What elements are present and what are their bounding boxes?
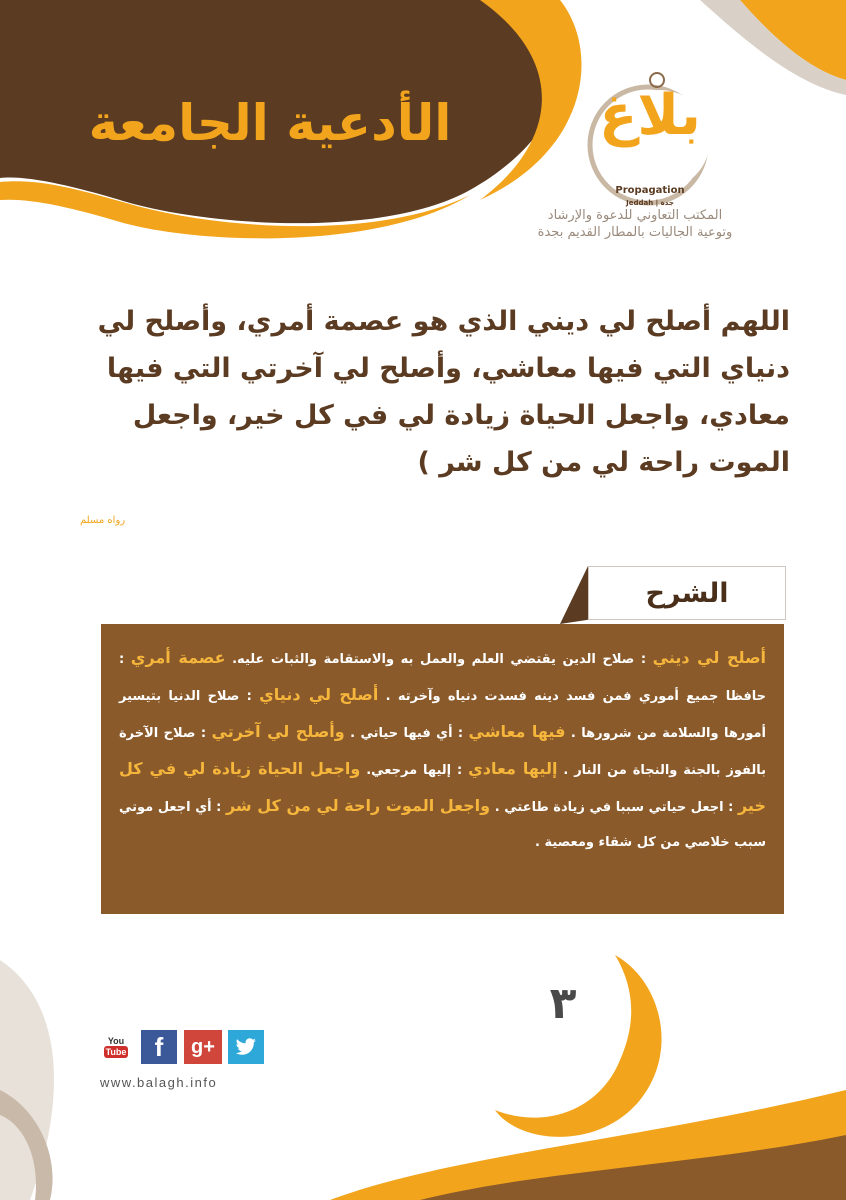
page-number: ٣ — [549, 978, 577, 1029]
facebook-icon[interactable]: f — [141, 1030, 177, 1064]
twitter-bird-icon — [235, 1038, 257, 1056]
explanation-text — [119, 640, 766, 860]
explanation-segment: : إليها مرجعي. — [360, 763, 469, 778]
logo-propagation: Propagation — [615, 185, 685, 196]
logo-city: Jeddah | جدة — [626, 199, 674, 207]
explanation-segment: : اجعل حياتي سببا في زيادة طاعتي . — [490, 800, 738, 815]
explanation-segment: : صلاح الآخرة بالفوز بالجنة والنجاة من النار . — [119, 726, 767, 778]
explanation-segment: : حافظا جميع أموري فمن فسد دينه فسدت دنياه وآخرته . — [119, 652, 766, 704]
keyword: إليها معادي — [468, 759, 558, 778]
website-link[interactable]: www.balagh.info — [100, 1075, 218, 1090]
keyword: فيها معاشي — [468, 722, 566, 741]
explanation-box — [101, 624, 784, 914]
explanation-segment: : صلاح الدين يقتضي العلم والعمل به والاستقامة والثبات عليه. — [225, 652, 653, 667]
logo: بلاغ — [599, 83, 701, 148]
explanation-title: الشرح — [588, 566, 786, 620]
keyword: أصلح لي دنياي — [259, 685, 379, 704]
organization-name — [495, 207, 775, 241]
org-line-2: وتوعية الجاليات بالمطار القديم بجدة — [537, 225, 733, 240]
explanation-segment: : أي فيها حياتي . — [344, 726, 469, 741]
explanation-segment: : أي اجعل موتي سبب خلاصي من كل شقاء ومعصية . — [119, 800, 766, 850]
keyword: أصلح لي ديني — [652, 648, 767, 667]
keyword: واجعل الموت راحة لي من كل شر — [225, 796, 491, 815]
narrator-label: رواه مسلم — [80, 515, 126, 526]
twitter-icon[interactable] — [228, 1030, 264, 1064]
keyword: وأصلح لي آخرتي — [211, 722, 345, 741]
youtube-label-bottom: Tube — [105, 1047, 127, 1057]
keyword: واجعل الحياة زيادة لي في كل خير — [119, 759, 766, 815]
footer-decoration — [0, 940, 846, 1200]
logo-subtitle — [590, 185, 710, 209]
keyword: عصمة أمري — [130, 648, 226, 667]
googleplus-icon[interactable]: g+ — [184, 1030, 222, 1064]
youtube-label-top: You — [107, 1036, 125, 1046]
org-line-1: المكتب التعاوني للدعوة والإرشاد — [547, 208, 723, 223]
explanation-segment: : صلاح الدنيا بتيسير أمورها والسلامة من شرورها . — [119, 689, 766, 741]
youtube-icon[interactable] — [103, 1030, 129, 1064]
dua-text: اللهم أصلح لي ديني الذي هو عصمة أمري، وأصلح لي دنياي التي فيها معاشي، وأصلح لي آخرتي التي فيها معادي، واجعل الحياة زيادة لي في كل خير، واجعل الموت راحة لي من كل شر ) — [97, 306, 790, 478]
page-title: الأدعية الجامعة — [88, 94, 452, 152]
